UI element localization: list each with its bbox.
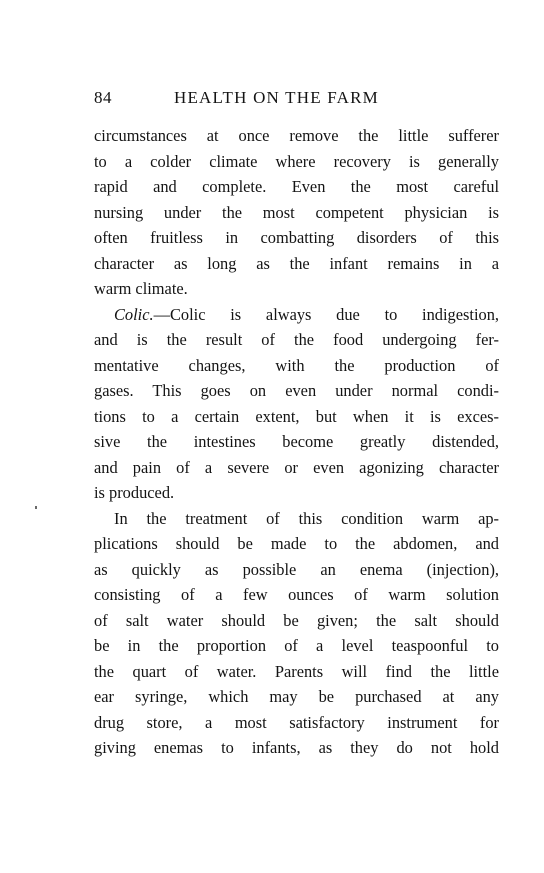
- page-number: 84: [94, 88, 112, 107]
- text-line: character as long as the infant remains in a: [94, 253, 499, 273]
- text-line: consisting of a few ounces of warm solution: [94, 585, 499, 604]
- text-line: circumstances at once remove the little sufferer: [94, 126, 499, 145]
- text-line: rapid and complete. Even the most careful: [94, 177, 499, 196]
- page-header-title: HEALTH ON THE FARM: [174, 88, 379, 107]
- text-line: be in the proportion of a level teaspoonful to: [94, 636, 499, 655]
- text-line: mentative changes, with the production of: [94, 355, 499, 375]
- paragraph-climate: [94, 123, 499, 302]
- text-line: tions to a certain extent, but when it is exces-: [94, 406, 499, 426]
- text-line: the quart of water. Parents will find the little: [94, 661, 499, 681]
- text-line: is produced.: [94, 483, 175, 502]
- text-line: and is the result of the food undergoing fer-: [94, 330, 499, 349]
- text-line: plications should be made to the abdomen, and: [94, 534, 499, 553]
- text-line: as quickly as possible an enema (injection),: [94, 559, 499, 579]
- text-line: warm climate.: [94, 279, 188, 298]
- text-line: [94, 302, 499, 328]
- text-line: ear syringe, which may be purchased at any: [94, 687, 499, 706]
- text-line: often fruitless in combatting disorders of this: [94, 228, 499, 247]
- running-head: [94, 88, 499, 112]
- text-line: In the treatment of this condition warm ap-: [114, 508, 499, 528]
- text-line: giving enemas to infants, as they do not hold: [94, 738, 499, 757]
- body-text: [94, 123, 499, 761]
- text-line: drug store, a most satisfactory instrument for: [94, 712, 499, 732]
- paragraph-treatment: [94, 506, 499, 761]
- text-line: and pain of a severe or even agonizing character: [94, 457, 499, 477]
- text-line: gases. This goes on even under normal condi-: [94, 381, 499, 400]
- section-heading-colic: Colic.: [114, 304, 154, 324]
- text-line: to a colder climate where recovery is generally: [94, 151, 499, 171]
- paragraph-colic: [94, 302, 499, 506]
- text-line: sive the intestines become greatly distended,: [94, 432, 499, 451]
- text-run: —Colic is always due to indigestion,: [153, 304, 499, 324]
- text-line: of salt water should be given; the salt should: [94, 610, 499, 630]
- margin-mark: [35, 506, 37, 509]
- text-line: nursing under the most competent physician is: [94, 202, 499, 222]
